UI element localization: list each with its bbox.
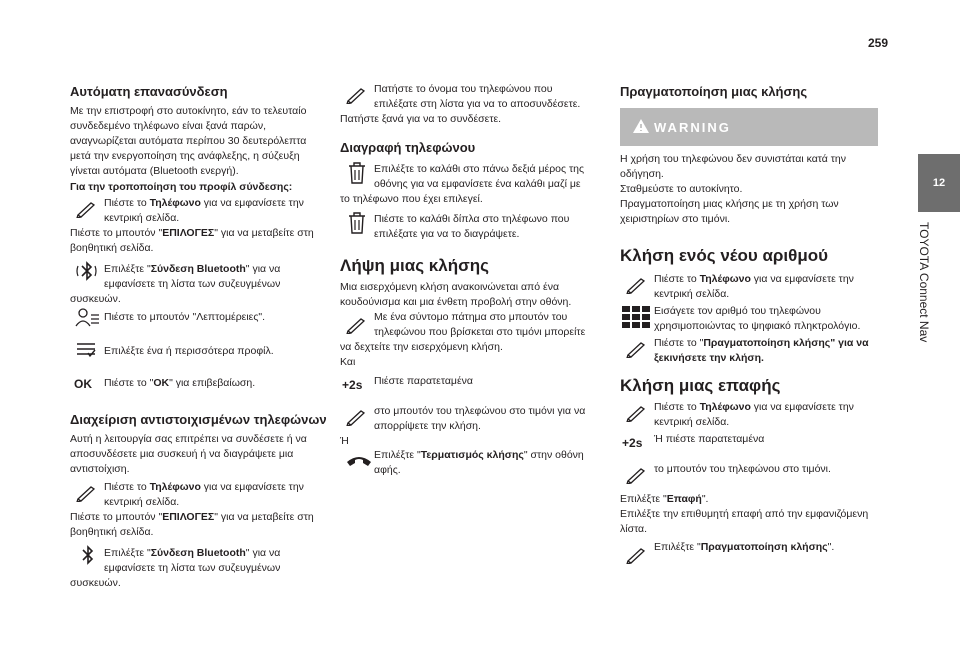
- section-receive-title: Λήψη μιας κλήσης: [340, 256, 489, 275]
- contact-step-phone: Πιέστε το Τηλέφωνο για να εμφανίσετε την κεντρική σελίδα.: [654, 401, 854, 428]
- section-auto-reconnect-title: Αυτόματη επανασύνδεση: [70, 84, 228, 99]
- reject-step-a: Πιέστε παρατεταμένα: [374, 375, 473, 387]
- reject-step-b: στο μπουτόν του τηλεφώνου στο τιμόνι για να απορρίψετε την κλήση. Ή: [340, 405, 586, 447]
- step-phone: Πιέστε το Τηλέφωνο για να εμφανίσετε την κεντρική σελίδα. Πιέστε το μπουτόν "ΕΠΙΛΟΓΕΣ" για να μεταβείτε στη βοηθητική σελίδα.: [70, 197, 314, 254]
- line: αναγνωρίζεται αυτόματα περίπου 30 δευτερόλεπτα: [70, 135, 307, 147]
- section-delete-title: Διαγραφή τηλεφώνου: [340, 140, 476, 155]
- delete-step-2: Πιέστε το καλάθι δίπλα στο τηλέφωνο που επιλέξατε για να το διαγράψετε.: [374, 213, 570, 240]
- profile-title: Για την τροποποίηση του προφίλ σύνδεσης:: [70, 181, 293, 193]
- step-bluetooth: Επιλέξτε "Σύνδεση Bluetooth" για να εμφανίσετε τη λίστα των συζευγμένων συσκευών.: [70, 263, 281, 305]
- step-ok: Πιέστε το "OK" για επιβεβαίωση.: [104, 377, 256, 389]
- manage-text: Αυτή η λειτουργία σας επιτρέπει να συνδέσετε ή να αποσυνδέσετε μια συσκευή ή να διαγράψετε μια αντιστοίχιση.: [70, 433, 307, 475]
- manage-step-bluetooth: Επιλέξτε "Σύνδεση Bluetooth" για να εμφανίσετε τη λίστα των συζευγμένων συσκευών.: [70, 547, 281, 589]
- line: γίνεται αυτόματα (Bluetooth ενεργή).: [70, 165, 239, 177]
- warning-title: WARNING: [654, 119, 731, 135]
- receive-intro: Μια εισερχόμενη κλήση ανακοινώνεται από ένα κουδούνισμα και μια ένθετη προβολή στην οθόνη.: [340, 281, 572, 308]
- end-call-step: Επιλέξτε "Τερματισμός κλήσης" στην οθόνη αφής.: [374, 449, 584, 476]
- line: συνδεδεμένο τηλέφωνο είναι ξανά παρών,: [70, 120, 267, 132]
- line: Με την επιστροφή στο αυτοκίνητο, εάν το τελευταίο: [70, 105, 307, 117]
- chapter-tab: 12: [918, 154, 960, 212]
- step-profile: Επιλέξτε ένα ή περισσότερα προφίλ.: [104, 345, 274, 357]
- new-step-call: Πιέστε το "Πραγματοποίηση κλήσης" για να ξεκινήσετε την κλήση.: [654, 337, 869, 364]
- delete-step-1: Επιλέξτε το καλάθι στο πάνω δεξιά μέρος της οθόνης για να εμφανίσετε ένα καλάθι μαζί με το τηλέφωνο που έχει επιλεγεί.: [340, 163, 585, 205]
- auto-reconnect-text: [70, 104, 306, 179]
- section-manage-title: Διαχείριση αντιστοιχισμένων τηλεφώνων: [70, 412, 327, 427]
- new-step-keypad: Εισάγετε τον αριθμό του τηλεφώνου χρησιμοποιώντας το ψηφιακό πληκτρολόγιο.: [654, 305, 861, 332]
- section-new-number-title: Κλήση ενός νέου αριθμού: [620, 246, 829, 265]
- press-hold-2s-icon: +2s: [622, 436, 643, 450]
- warning-icon: [632, 118, 650, 134]
- new-step-phone: Πιέστε το Τηλέφωνο για να εμφανίσετε την κεντρική σελίδα.: [654, 273, 854, 300]
- section-make-call-title: Πραγματοποίηση μιας κλήσης: [620, 84, 808, 99]
- step-details: Πιέστε το μπουτόν "Λεπτομέρειες".: [104, 311, 266, 323]
- warning-text: Η χρήση του τηλεφώνου δεν συνιστάται κατά την οδήγηση. Σταθμεύστε το αυτοκίνητο. Πραγματοποίηση μιας κλήσης με τη χρήση των χειριστηρίων στο τιμόνι.: [620, 153, 847, 225]
- receive-step: Με ένα σύντομο πάτημα στο μπουτόν του τηλεφώνου που βρίσκεται στο τιμόνι μπορείτε να δεχτείτε την εισερχόμενη κλήση. Και: [340, 311, 586, 368]
- line: μετά την ενεργοποίηση της ανάφλεξης, η σύζευξη: [70, 150, 300, 162]
- contact-step-select: Επιλέξτε "Επαφή". Επιλέξτε την επιθυμητή επαφή από την εμφανιζόμενη λίστα.: [620, 493, 869, 535]
- section-call-contact-title: Κλήση μιας επαφής: [620, 376, 781, 395]
- manage-step-phone: Πιέστε το Τηλέφωνο για να εμφανίσετε την κεντρική σελίδα. Πιέστε το μπουτόν "ΕΠΙΛΟΓΕΣ" για να μεταβείτε στη βοηθητική σελίδα.: [70, 481, 314, 538]
- page-number: 259: [868, 36, 889, 50]
- chapter-title: TOYOTA Connect Nav: [917, 222, 931, 343]
- press-hold-2s-icon: +2s: [342, 378, 363, 392]
- contact-step-hold: Ή πιέστε παρατεταμένα: [654, 433, 765, 445]
- contact-step-call: Επιλέξτε "Πραγματοποίηση κλήσης".: [654, 541, 835, 553]
- warning-box: [620, 108, 878, 146]
- contact-step-button: το μπουτόν του τηλεφώνου στο τιμόνι.: [654, 463, 831, 475]
- connect-step: Πατήστε το όνομα του τηλεφώνου που επιλέξατε στη λίστα για να το αποσυνδέσετε. Πατήστε ξανά για να το συνδέσετε.: [340, 83, 581, 125]
- ok-icon: OK: [74, 377, 92, 391]
